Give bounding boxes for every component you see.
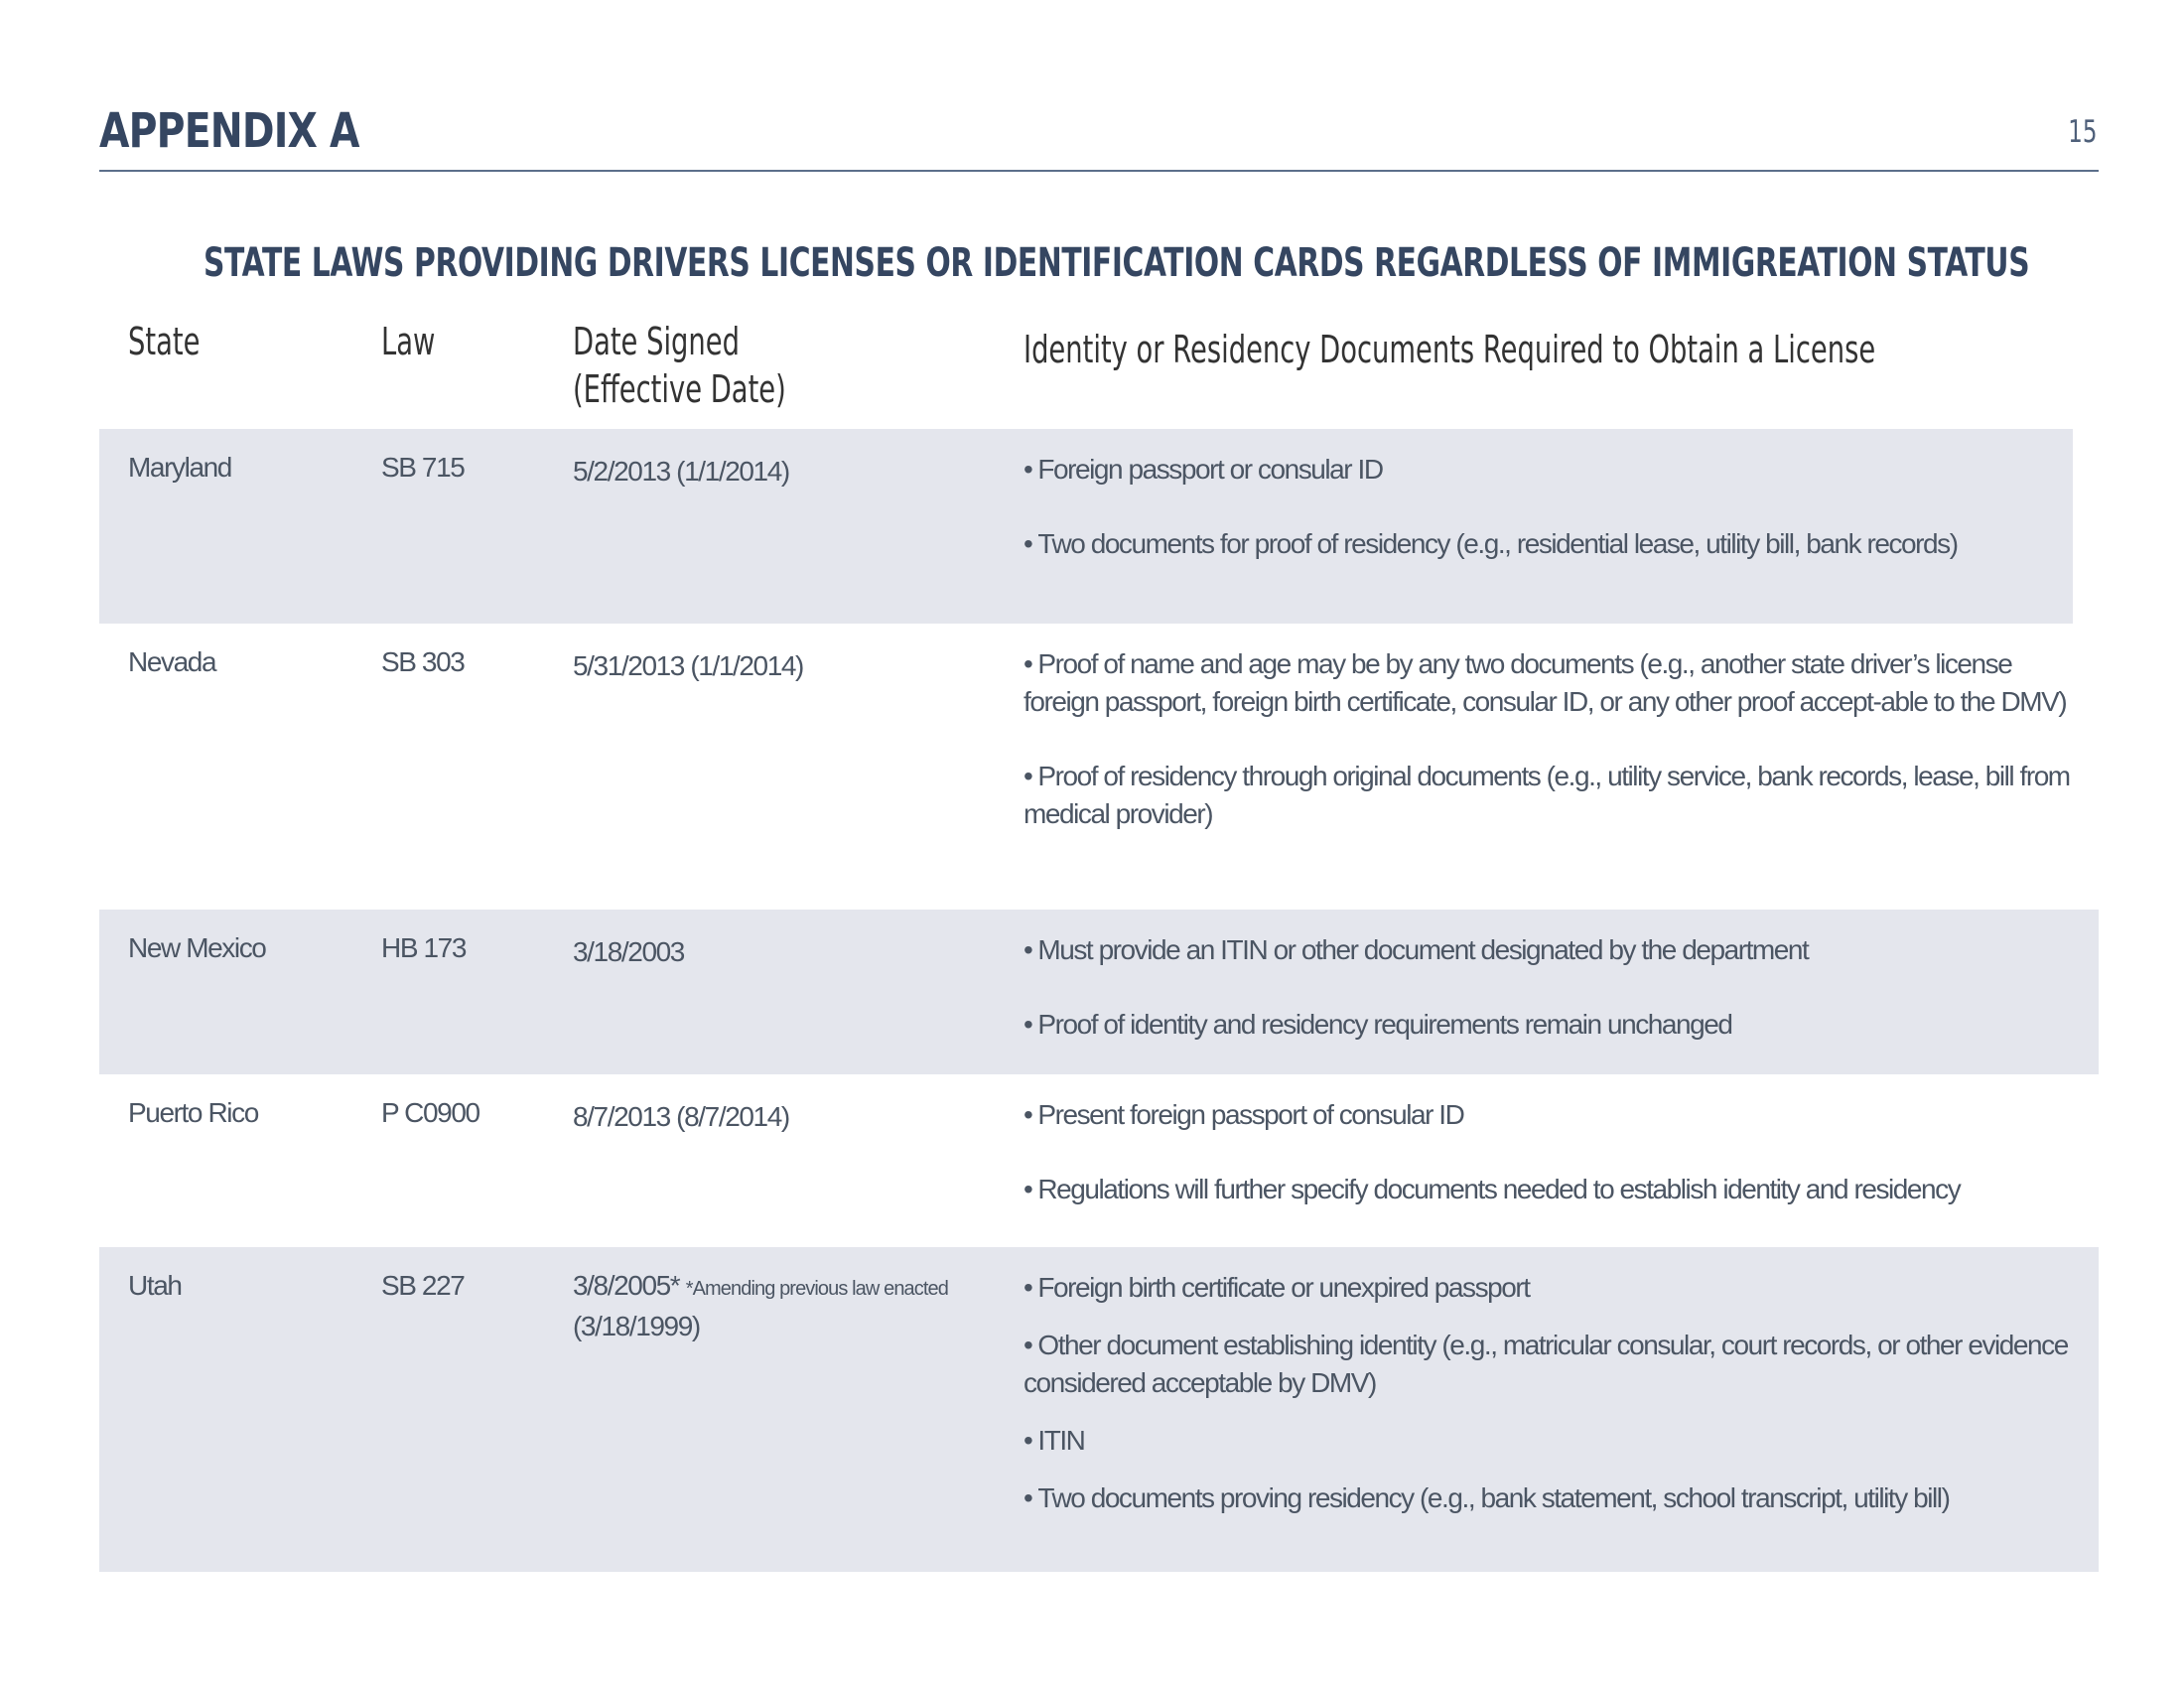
document-item [1024,525,2076,563]
cell-law: SB 303 [381,646,465,677]
document-text: Must provide an ITIN or other document designated by the department [1037,934,1809,965]
cell-date: 8/7/2013 (8/7/2014) [573,1101,789,1132]
bullet-icon: • [1024,1330,1032,1360]
table-row-utah [99,1247,2099,1572]
document-list [1024,1096,2076,1245]
document-list [1024,931,2076,1080]
document-text: Foreign birth certificate or unexpired passport [1037,1272,1530,1303]
cell-state: Puerto Rico [128,1097,258,1128]
document-item [1024,451,2076,489]
cell-state: Utah [128,1270,182,1301]
document-item [1024,1422,2076,1460]
document-item [1024,1006,2076,1044]
table-header [99,318,2099,417]
date-original: (3/18/1999) [573,1311,700,1341]
table-row-maryland [99,429,2073,624]
appendix-title: APPENDIX A [99,103,359,159]
document-item [1024,645,2076,721]
cell-date: 5/2/2013 (1/1/2014) [573,456,789,487]
cell-law: HB 173 [381,932,466,963]
bullet-icon: • [1024,1009,1032,1040]
bullet-icon: • [1024,1099,1032,1130]
bullet-icon: • [1024,528,1032,559]
document-text: Foreign passport or consular ID [1037,454,1383,485]
column-header-law: Law [381,320,436,363]
column-header-date-line2: (Effective Date) [573,367,786,411]
document-item [1024,758,2076,833]
header-divider [99,170,2099,172]
bullet-icon: • [1024,454,1032,485]
document-text: Other document establishing identity (e.g., matricular consular, court records, or other evidence considered acceptable by DMV) [1024,1330,2068,1398]
document-item [1024,1479,2076,1517]
document-text: Present foreign passport of consular ID [1037,1099,1464,1130]
document-text: Proof of identity and residency requirements remain unchanged [1037,1009,1732,1040]
document-text: Two documents for proof of residency (e.g., residential lease, utility bill, bank records) [1037,528,1958,559]
cell-date [573,1267,1010,1345]
document-list [1024,1269,2076,1537]
document-text: Two documents proving residency (e.g., bank statement, school transcript, utility bill) [1037,1482,1950,1513]
bullet-icon: • [1024,648,1032,679]
cell-law: SB 715 [381,452,465,483]
document-text: ITIN [1037,1425,1085,1456]
document-text: Regulations will further specify documents needed to establish identity and residency [1037,1174,1961,1204]
column-header-documents: Identity or Residency Documents Required to Obtain a License [1024,328,1876,371]
bullet-icon: • [1024,1272,1032,1303]
table-row-puerto-rico [99,1074,2099,1247]
document-item [1024,931,2076,969]
cell-state: New Mexico [128,932,266,963]
document-list [1024,645,2076,870]
bullet-icon: • [1024,1482,1032,1513]
column-header-date [573,318,786,413]
date-signed: 3/8/2005* [573,1270,680,1301]
document-text: Proof of residency through original documents (e.g., utility service, bank records, lease, bill from medical provider) [1024,761,2070,829]
bullet-icon: • [1024,934,1032,965]
document-item [1024,1269,2076,1307]
document-item [1024,1096,2076,1134]
cell-date: 5/31/2013 (1/1/2014) [573,650,803,681]
table-title: STATE LAWS PROVIDING DRIVERS LICENSES OR IDENTIFICATION CARDS REGARDLESS OF IMMIGREATION STATUS [204,240,2030,286]
document-list [1024,451,2076,600]
document-item [1024,1171,2076,1208]
cell-law: SB 227 [381,1270,465,1301]
table-row-new-mexico [99,910,2099,1074]
cell-state: Nevada [128,646,216,677]
bullet-icon: • [1024,1425,1032,1456]
cell-law: P C0900 [381,1097,479,1128]
bullet-icon: • [1024,761,1032,791]
document-text: Proof of name and age may be by any two documents (e.g., another state driver’s license foreign passport, foreign birth certificate, consular ID, or any other proof accept-able to the DMV) [1024,648,2067,717]
table-row-nevada [99,624,2099,910]
column-header-state: State [128,320,201,363]
cell-date: 3/18/2003 [573,936,684,967]
bullet-icon: • [1024,1174,1032,1204]
cell-state: Maryland [128,452,231,483]
column-header-date-line1: Date Signed [573,320,740,363]
date-footnote: *Amending previous law enacted [685,1278,948,1300]
document-item [1024,1327,2076,1402]
page-number: 15 [2067,114,2097,150]
